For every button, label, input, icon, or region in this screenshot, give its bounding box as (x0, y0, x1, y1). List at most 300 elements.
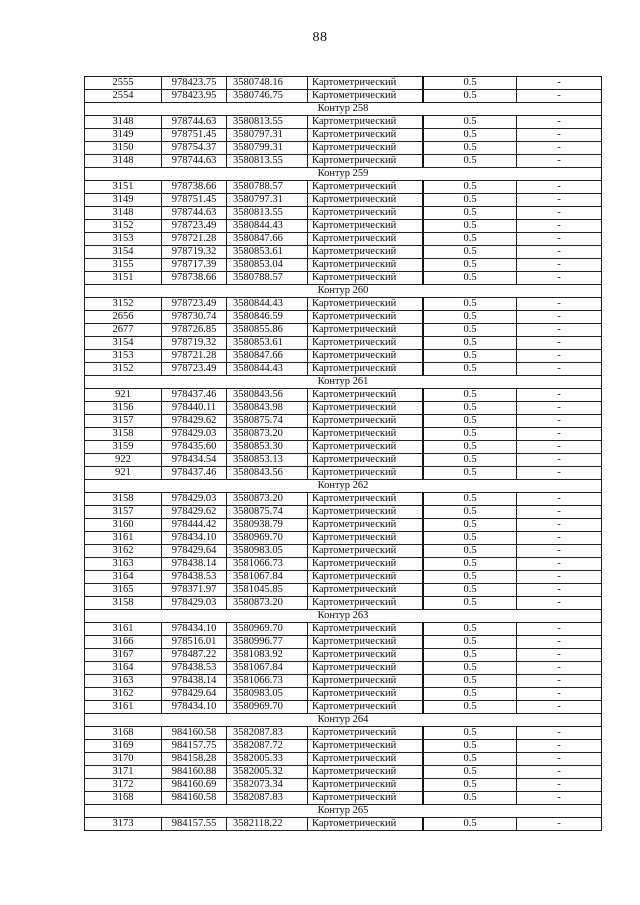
description-cell: - (517, 636, 602, 649)
accuracy-cell: 0.5 (423, 337, 517, 350)
accuracy-cell: 0.5 (423, 298, 517, 311)
contour-header-row (85, 714, 602, 727)
accuracy-cell: 0.5 (423, 142, 517, 155)
point-number-cell: 3155 (85, 259, 162, 272)
y-coordinate-cell: 3580853.13 (227, 454, 308, 467)
table-row (85, 181, 602, 194)
accuracy-cell: 0.5 (423, 779, 517, 792)
y-coordinate-cell: 3581083.92 (227, 649, 308, 662)
method-cell: Картометрический (308, 194, 424, 207)
table-row (85, 298, 602, 311)
point-number-cell: 3162 (85, 545, 162, 558)
y-coordinate-cell: 3580853.04 (227, 259, 308, 272)
x-coordinate-cell: 978429.64 (162, 545, 227, 558)
point-number-cell: 3164 (85, 571, 162, 584)
point-number-cell: 921 (85, 467, 162, 480)
y-coordinate-cell: 3580938.79 (227, 519, 308, 532)
table-row (85, 662, 602, 675)
y-coordinate-cell: 3580853.61 (227, 246, 308, 259)
x-coordinate-cell: 978719.32 (162, 246, 227, 259)
description-cell: - (517, 675, 602, 688)
method-cell: Картометрический (308, 649, 424, 662)
accuracy-cell: 0.5 (423, 662, 517, 675)
description-cell: - (517, 220, 602, 233)
description-cell: - (517, 662, 602, 675)
x-coordinate-cell: 978435.60 (162, 441, 227, 454)
contour-header-row (85, 285, 602, 298)
method-cell: Картометрический (308, 740, 424, 753)
method-cell: Картометрический (308, 402, 424, 415)
x-coordinate-cell: 978437.46 (162, 467, 227, 480)
method-cell: Картометрический (308, 766, 424, 779)
accuracy-cell: 0.5 (423, 467, 517, 480)
point-number-cell: 3148 (85, 155, 162, 168)
y-coordinate-cell: 3581066.73 (227, 675, 308, 688)
description-cell: - (517, 350, 602, 363)
contour-header-row (85, 376, 602, 389)
description-cell: - (517, 116, 602, 129)
description-cell: - (517, 558, 602, 571)
x-coordinate-cell: 984157.75 (162, 740, 227, 753)
table-row (85, 129, 602, 142)
table-row (85, 571, 602, 584)
contour-header: Контур 259 (85, 168, 602, 181)
point-number-cell: 3157 (85, 415, 162, 428)
description-cell: - (517, 532, 602, 545)
x-coordinate-cell: 978744.63 (162, 155, 227, 168)
x-coordinate-cell: 978751.45 (162, 194, 227, 207)
method-cell: Картометрический (308, 90, 424, 103)
y-coordinate-cell: 3580853.30 (227, 441, 308, 454)
y-coordinate-cell: 3580813.55 (227, 155, 308, 168)
y-coordinate-cell: 3580843.98 (227, 402, 308, 415)
table-row (85, 402, 602, 415)
point-number-cell: 3152 (85, 298, 162, 311)
method-cell: Картометрический (308, 363, 424, 376)
x-coordinate-cell: 978487.22 (162, 649, 227, 662)
description-cell: - (517, 363, 602, 376)
description-cell: - (517, 597, 602, 610)
accuracy-cell: 0.5 (423, 233, 517, 246)
point-number-cell: 3157 (85, 506, 162, 519)
table-row (85, 324, 602, 337)
contour-header: Контур 264 (85, 714, 602, 727)
description-cell: - (517, 298, 602, 311)
y-coordinate-cell: 3580969.70 (227, 532, 308, 545)
accuracy-cell: 0.5 (423, 493, 517, 506)
table-row (85, 753, 602, 766)
accuracy-cell: 0.5 (423, 623, 517, 636)
contour-header: Контур 260 (85, 285, 602, 298)
description-cell: - (517, 740, 602, 753)
description-cell: - (517, 727, 602, 740)
x-coordinate-cell: 978719.32 (162, 337, 227, 350)
y-coordinate-cell: 3580788.57 (227, 181, 308, 194)
table-row (85, 779, 602, 792)
x-coordinate-cell: 984158.28 (162, 753, 227, 766)
point-number-cell: 3169 (85, 740, 162, 753)
method-cell: Картометрический (308, 428, 424, 441)
method-cell: Картометрический (308, 298, 424, 311)
point-number-cell: 3153 (85, 233, 162, 246)
x-coordinate-cell: 978429.62 (162, 415, 227, 428)
accuracy-cell: 0.5 (423, 636, 517, 649)
table-row (85, 623, 602, 636)
x-coordinate-cell: 978438.14 (162, 558, 227, 571)
x-coordinate-cell: 978434.10 (162, 623, 227, 636)
accuracy-cell: 0.5 (423, 155, 517, 168)
y-coordinate-cell: 3580983.05 (227, 545, 308, 558)
point-number-cell: 3151 (85, 181, 162, 194)
point-number-cell: 3173 (85, 818, 162, 831)
description-cell: - (517, 129, 602, 142)
method-cell: Картометрический (308, 623, 424, 636)
accuracy-cell: 0.5 (423, 350, 517, 363)
x-coordinate-cell: 978723.49 (162, 363, 227, 376)
method-cell: Картометрический (308, 259, 424, 272)
y-coordinate-cell: 3580797.31 (227, 129, 308, 142)
table-row (85, 688, 602, 701)
point-number-cell: 2677 (85, 324, 162, 337)
description-cell: - (517, 753, 602, 766)
method-cell: Картометрический (308, 493, 424, 506)
y-coordinate-cell: 3581067.84 (227, 571, 308, 584)
y-coordinate-cell: 3582087.83 (227, 792, 308, 805)
point-number-cell: 921 (85, 389, 162, 402)
x-coordinate-cell: 978754.37 (162, 142, 227, 155)
method-cell: Картометрический (308, 155, 424, 168)
y-coordinate-cell: 3580873.20 (227, 428, 308, 441)
contour-header-row (85, 480, 602, 493)
accuracy-cell: 0.5 (423, 246, 517, 259)
description-cell: - (517, 792, 602, 805)
y-coordinate-cell: 3580844.43 (227, 220, 308, 233)
coordinates-table (84, 76, 602, 831)
y-coordinate-cell: 3580875.74 (227, 506, 308, 519)
y-coordinate-cell: 3580813.55 (227, 116, 308, 129)
accuracy-cell: 0.5 (423, 519, 517, 532)
accuracy-cell: 0.5 (423, 324, 517, 337)
y-coordinate-cell: 3582087.72 (227, 740, 308, 753)
method-cell: Картометрический (308, 233, 424, 246)
point-number-cell: 2555 (85, 77, 162, 90)
accuracy-cell: 0.5 (423, 181, 517, 194)
x-coordinate-cell: 984160.88 (162, 766, 227, 779)
table-row (85, 441, 602, 454)
table-row (85, 337, 602, 350)
description-cell: - (517, 519, 602, 532)
x-coordinate-cell: 978726.85 (162, 324, 227, 337)
point-number-cell: 922 (85, 454, 162, 467)
point-number-cell: 3159 (85, 441, 162, 454)
x-coordinate-cell: 978429.03 (162, 597, 227, 610)
description-cell: - (517, 155, 602, 168)
accuracy-cell: 0.5 (423, 571, 517, 584)
table-row (85, 545, 602, 558)
table-row (85, 246, 602, 259)
method-cell: Картометрический (308, 324, 424, 337)
description-cell: - (517, 233, 602, 246)
description-cell: - (517, 571, 602, 584)
coordinates-table-body (85, 77, 602, 831)
method-cell: Картометрический (308, 337, 424, 350)
description-cell: - (517, 818, 602, 831)
x-coordinate-cell: 978429.03 (162, 493, 227, 506)
accuracy-cell: 0.5 (423, 77, 517, 90)
accuracy-cell: 0.5 (423, 740, 517, 753)
y-coordinate-cell: 3580969.70 (227, 623, 308, 636)
description-cell: - (517, 493, 602, 506)
table-row (85, 727, 602, 740)
method-cell: Картометрический (308, 519, 424, 532)
accuracy-cell: 0.5 (423, 454, 517, 467)
x-coordinate-cell: 984157.55 (162, 818, 227, 831)
table-row (85, 77, 602, 90)
method-cell: Картометрический (308, 129, 424, 142)
method-cell: Картометрический (308, 454, 424, 467)
x-coordinate-cell: 978723.49 (162, 220, 227, 233)
point-number-cell: 3151 (85, 272, 162, 285)
description-cell: - (517, 207, 602, 220)
y-coordinate-cell: 3580983.05 (227, 688, 308, 701)
table-row (85, 818, 602, 831)
y-coordinate-cell: 3580813.55 (227, 207, 308, 220)
accuracy-cell: 0.5 (423, 441, 517, 454)
point-number-cell: 3161 (85, 532, 162, 545)
point-number-cell: 3165 (85, 584, 162, 597)
method-cell: Картометрический (308, 727, 424, 740)
table-row (85, 636, 602, 649)
contour-header-row (85, 103, 602, 116)
method-cell: Картометрический (308, 350, 424, 363)
contour-header-row (85, 805, 602, 818)
point-number-cell: 3158 (85, 428, 162, 441)
method-cell: Картометрический (308, 597, 424, 610)
table-row (85, 493, 602, 506)
contour-header-row (85, 610, 602, 623)
point-number-cell: 3171 (85, 766, 162, 779)
accuracy-cell: 0.5 (423, 818, 517, 831)
point-number-cell: 3149 (85, 129, 162, 142)
description-cell: - (517, 428, 602, 441)
table-row (85, 584, 602, 597)
point-number-cell: 3154 (85, 337, 162, 350)
accuracy-cell: 0.5 (423, 506, 517, 519)
x-coordinate-cell: 978444.42 (162, 519, 227, 532)
contour-header: Контур 258 (85, 103, 602, 116)
description-cell: - (517, 467, 602, 480)
description-cell: - (517, 246, 602, 259)
description-cell: - (517, 454, 602, 467)
method-cell: Картометрический (308, 311, 424, 324)
table-row (85, 649, 602, 662)
x-coordinate-cell: 984160.58 (162, 792, 227, 805)
point-number-cell: 3148 (85, 207, 162, 220)
table-row (85, 233, 602, 246)
y-coordinate-cell: 3582073.34 (227, 779, 308, 792)
method-cell: Картометрический (308, 779, 424, 792)
description-cell: - (517, 545, 602, 558)
accuracy-cell: 0.5 (423, 116, 517, 129)
point-number-cell: 3167 (85, 649, 162, 662)
table-row (85, 220, 602, 233)
description-cell: - (517, 389, 602, 402)
description-cell: - (517, 272, 602, 285)
x-coordinate-cell: 978434.10 (162, 701, 227, 714)
table-row (85, 116, 602, 129)
x-coordinate-cell: 978438.14 (162, 675, 227, 688)
description-cell: - (517, 506, 602, 519)
point-number-cell: 3163 (85, 675, 162, 688)
point-number-cell: 3152 (85, 220, 162, 233)
description-cell: - (517, 649, 602, 662)
y-coordinate-cell: 3580875.74 (227, 415, 308, 428)
point-number-cell: 3148 (85, 116, 162, 129)
method-cell: Картометрический (308, 558, 424, 571)
x-coordinate-cell: 978721.28 (162, 350, 227, 363)
method-cell: Картометрический (308, 207, 424, 220)
accuracy-cell: 0.5 (423, 272, 517, 285)
point-number-cell: 3158 (85, 493, 162, 506)
description-cell: - (517, 766, 602, 779)
method-cell: Картометрический (308, 662, 424, 675)
description-cell: - (517, 402, 602, 415)
accuracy-cell: 0.5 (423, 428, 517, 441)
y-coordinate-cell: 3580873.20 (227, 597, 308, 610)
x-coordinate-cell: 978516.01 (162, 636, 227, 649)
table-row (85, 532, 602, 545)
description-cell: - (517, 415, 602, 428)
accuracy-cell: 0.5 (423, 259, 517, 272)
description-cell: - (517, 324, 602, 337)
accuracy-cell: 0.5 (423, 597, 517, 610)
description-cell: - (517, 142, 602, 155)
accuracy-cell: 0.5 (423, 649, 517, 662)
description-cell: - (517, 688, 602, 701)
table-row (85, 311, 602, 324)
method-cell: Картометрический (308, 532, 424, 545)
x-coordinate-cell: 978423.75 (162, 77, 227, 90)
y-coordinate-cell: 3580748.16 (227, 77, 308, 90)
accuracy-cell: 0.5 (423, 311, 517, 324)
method-cell: Картометрический (308, 506, 424, 519)
x-coordinate-cell: 978437.46 (162, 389, 227, 402)
x-coordinate-cell: 978744.63 (162, 207, 227, 220)
x-coordinate-cell: 978717.39 (162, 259, 227, 272)
method-cell: Картометрический (308, 792, 424, 805)
contour-header-row (85, 168, 602, 181)
y-coordinate-cell: 3580843.56 (227, 389, 308, 402)
table-row (85, 792, 602, 805)
page-number: 88 (312, 30, 328, 45)
point-number-cell: 3160 (85, 519, 162, 532)
accuracy-cell: 0.5 (423, 727, 517, 740)
x-coordinate-cell: 978438.53 (162, 662, 227, 675)
table-row (85, 207, 602, 220)
y-coordinate-cell: 3580846.59 (227, 311, 308, 324)
method-cell: Картометрический (308, 636, 424, 649)
table-row (85, 194, 602, 207)
accuracy-cell: 0.5 (423, 363, 517, 376)
x-coordinate-cell: 978730.74 (162, 311, 227, 324)
description-cell: - (517, 623, 602, 636)
table-row (85, 675, 602, 688)
x-coordinate-cell: 978721.28 (162, 233, 227, 246)
x-coordinate-cell: 978429.03 (162, 428, 227, 441)
contour-header: Контур 265 (85, 805, 602, 818)
accuracy-cell: 0.5 (423, 766, 517, 779)
y-coordinate-cell: 3580844.43 (227, 363, 308, 376)
description-cell: - (517, 701, 602, 714)
y-coordinate-cell: 3580969.70 (227, 701, 308, 714)
accuracy-cell: 0.5 (423, 129, 517, 142)
x-coordinate-cell: 978423.95 (162, 90, 227, 103)
method-cell: Картометрический (308, 545, 424, 558)
point-number-cell: 3154 (85, 246, 162, 259)
contour-header: Контур 262 (85, 480, 602, 493)
table-row (85, 558, 602, 571)
accuracy-cell: 0.5 (423, 701, 517, 714)
x-coordinate-cell: 978751.45 (162, 129, 227, 142)
method-cell: Картометрический (308, 753, 424, 766)
description-cell: - (517, 779, 602, 792)
y-coordinate-cell: 3580797.31 (227, 194, 308, 207)
x-coordinate-cell: 978371.97 (162, 584, 227, 597)
method-cell: Картометрический (308, 220, 424, 233)
method-cell: Картометрический (308, 181, 424, 194)
contour-header: Контур 261 (85, 376, 602, 389)
point-number-cell: 3170 (85, 753, 162, 766)
point-number-cell: 2656 (85, 311, 162, 324)
point-number-cell: 3162 (85, 688, 162, 701)
point-number-cell: 3168 (85, 792, 162, 805)
x-coordinate-cell: 978429.62 (162, 506, 227, 519)
x-coordinate-cell: 978440.11 (162, 402, 227, 415)
method-cell: Картометрический (308, 571, 424, 584)
accuracy-cell: 0.5 (423, 90, 517, 103)
point-number-cell: 3149 (85, 194, 162, 207)
y-coordinate-cell: 3580873.20 (227, 493, 308, 506)
description-cell: - (517, 311, 602, 324)
description-cell: - (517, 181, 602, 194)
y-coordinate-cell: 3581045.85 (227, 584, 308, 597)
accuracy-cell: 0.5 (423, 402, 517, 415)
description-cell: - (517, 259, 602, 272)
accuracy-cell: 0.5 (423, 194, 517, 207)
method-cell: Картометрический (308, 467, 424, 480)
y-coordinate-cell: 3580788.57 (227, 272, 308, 285)
y-coordinate-cell: 3582005.33 (227, 753, 308, 766)
contour-header: Контур 263 (85, 610, 602, 623)
table-row (85, 363, 602, 376)
accuracy-cell: 0.5 (423, 753, 517, 766)
method-cell: Картометрический (308, 584, 424, 597)
table-row (85, 740, 602, 753)
accuracy-cell: 0.5 (423, 207, 517, 220)
table-row (85, 142, 602, 155)
accuracy-cell: 0.5 (423, 792, 517, 805)
y-coordinate-cell: 3580853.61 (227, 337, 308, 350)
table-row (85, 428, 602, 441)
accuracy-cell: 0.5 (423, 675, 517, 688)
method-cell: Картометрический (308, 675, 424, 688)
method-cell: Картометрический (308, 77, 424, 90)
point-number-cell: 3150 (85, 142, 162, 155)
y-coordinate-cell: 3582087.83 (227, 727, 308, 740)
x-coordinate-cell: 978434.54 (162, 454, 227, 467)
accuracy-cell: 0.5 (423, 389, 517, 402)
point-number-cell: 3164 (85, 662, 162, 675)
